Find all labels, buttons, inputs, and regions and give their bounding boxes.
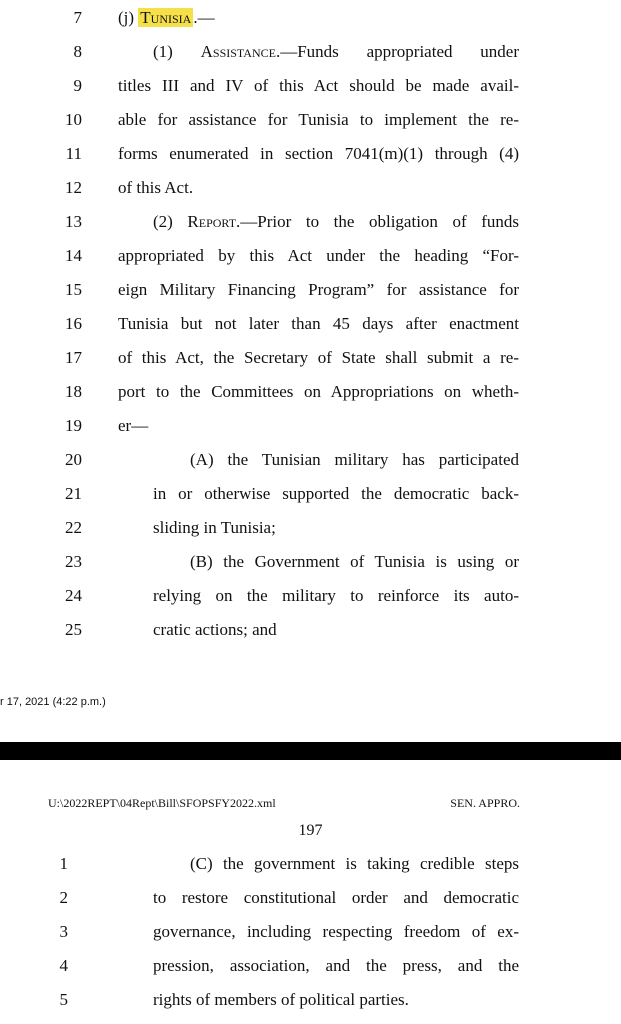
line-number: 12 <box>65 178 82 197</box>
line-number: 5 <box>59 990 68 1009</box>
line-number: 3 <box>59 922 68 941</box>
text-line: cratic actions; and <box>153 620 277 639</box>
subparagraph-b-start: (B) the Government of Tunisia is using or <box>190 552 519 571</box>
line-number: 4 <box>59 956 68 975</box>
line-number: 14 <box>65 246 82 265</box>
text-line: rights of members of political parties. <box>153 990 409 1009</box>
line-number: 7 <box>73 8 82 27</box>
line-number: 13 <box>65 212 82 231</box>
line-number: 18 <box>65 382 82 401</box>
text-line: governance, including respecting freedom of ex- <box>153 922 519 941</box>
text-line: titles III and IV of this Act should be made avail- <box>118 76 519 95</box>
line-number: 15 <box>65 280 82 299</box>
text-line: appropriated by this Act under the heading “For- <box>118 246 519 265</box>
page-number: 197 <box>298 822 323 839</box>
file-path-header: U:\2022REPT\04Rept\Bill\SFOPSFY2022.xml <box>48 796 276 810</box>
line-number: 23 <box>65 552 82 571</box>
subparagraph-c-start: (C) the government is taking credible steps <box>190 854 519 873</box>
text-line: of this Act, the Secretary of State shall submit a re- <box>118 348 519 367</box>
line-number: 17 <box>65 348 82 367</box>
text-line: sliding in Tunisia; <box>153 518 276 537</box>
subparagraph-a-start: (A) the Tunisian military has participated <box>190 450 519 469</box>
line-number: 2 <box>59 888 68 907</box>
line-number: 20 <box>65 450 82 469</box>
text-line: forms enumerated in section 7041(m)(1) through (4) <box>118 144 519 163</box>
text-line: eign Military Financing Program” for assistance for <box>118 280 519 299</box>
line-number: 24 <box>65 586 82 605</box>
text-line: Tunisia but not later than 45 days after enactment <box>118 314 519 333</box>
line-number: 8 <box>73 42 82 61</box>
paragraph-1-start: (1) Assistance.—Funds appropriated under <box>153 42 519 61</box>
text-line: in or otherwise supported the democratic back- <box>153 484 519 503</box>
text-line: able for assistance for Tunisia to implement the re- <box>118 110 519 129</box>
text-line: pression, association, and the press, and the <box>153 956 519 975</box>
line-number: 25 <box>65 620 82 639</box>
committee-header: SEN. APPRO. <box>450 796 520 810</box>
line-number: 22 <box>65 518 82 537</box>
line-number: 16 <box>65 314 82 333</box>
line-number: 21 <box>65 484 82 503</box>
footer-timestamp: r 17, 2021 (4:22 p.m.) <box>0 696 106 708</box>
text-line: port to the Committees on Appropriations on wheth- <box>118 382 519 401</box>
page-separator <box>0 742 621 760</box>
line-number: 11 <box>65 144 82 163</box>
text-line: er— <box>118 416 149 435</box>
line-number: 10 <box>65 110 82 129</box>
highlighted-heading-word: Tunisia <box>140 8 192 27</box>
page-197 <box>0 760 621 1024</box>
text-line: relying on the military to reinforce its auto- <box>153 586 519 605</box>
section-heading: (j) Tunisia .— <box>118 8 215 27</box>
line-number: 1 <box>59 854 68 873</box>
line-number: 9 <box>73 76 82 95</box>
line-number: 19 <box>65 416 82 435</box>
text-line: to restore constitutional order and democratic <box>153 888 519 907</box>
paragraph-2-start: (2) Report.—Prior to the obligation of funds <box>153 212 520 231</box>
text-line: of this Act. <box>118 178 194 197</box>
